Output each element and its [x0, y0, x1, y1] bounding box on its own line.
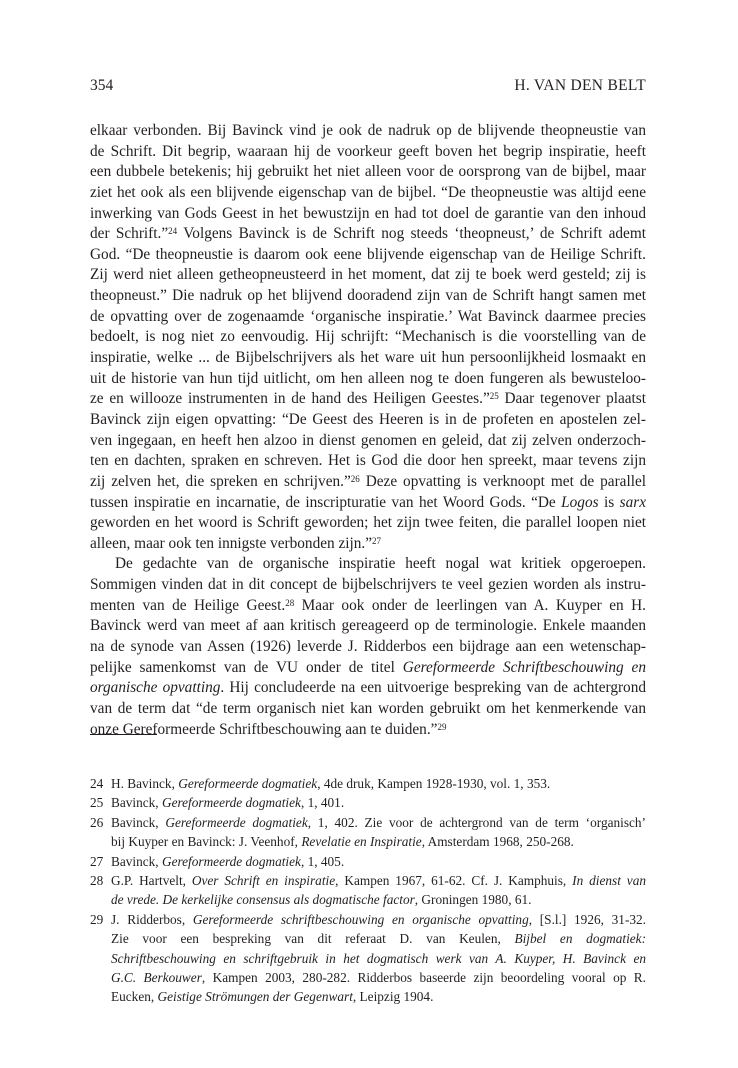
footnote-number: 29 — [90, 911, 104, 927]
footnote-ref-25[interactable]: 25 — [489, 391, 499, 402]
footnote-26: 26 Bavinck, Gereformeerde dogmatiek, 1, 402. Zie voor de achtergrond van de term ‘organisch’ bij Kuyper en Bavinck: J. Veenhof, Revelatie en Inspiratie, Amsterdam 1968, 250-268. — [90, 814, 646, 850]
text-line: De gedachte van de organische inspiratie heeft nogal wat kritiek opgeroepen. — [115, 555, 646, 573]
text-line: ze en willooze instrumenten in de hand des Heiligen Geestes.”$^{25}$ Daar tegenover plaatst — [90, 390, 646, 408]
text-line: tussen inspiratie en incarnatie, de inscripturatie van het Woord Gods. “De Logos is sarx — [90, 493, 646, 511]
footnote-number: 24 — [90, 776, 104, 791]
text-line: pelijke samenkomst van de VU onder de titel Gereformeerde Schriftbeschouwing en — [90, 658, 646, 676]
body-text — [90, 121, 646, 740]
footnote-ref-29[interactable]: 29 — [437, 721, 447, 732]
page-number: 354 — [90, 77, 114, 94]
footnote-ref-28[interactable]: 28 — [285, 597, 295, 608]
text-line: onze Gereformeerde Schriftbeschouwing aan te duiden.”$^{29}$ — [90, 720, 447, 738]
text-line: Zij werd niet alleen getheopneusteerd in het moment, dat zij te boek werd gesteld; zij is — [90, 266, 646, 284]
text-line: theopneust.” Die nadruk op het blijvend dooradend zijn van de Schrift hangt samen met — [90, 287, 646, 305]
text-line: ziet het ook als een blijvende eigenschap van de bijbel. “De theopneustie was altijd eene — [90, 183, 646, 201]
text-line: van de term dat “de term organisch niet kan worden gebruikt om het kenmerkende van — [90, 699, 646, 717]
footnote-28: 28 G.P. Hartvelt, Over Schrift en inspiratie, Kampen 1967, 61-62. Cf. J. Kamphuis, In dienst van de vrede. De kerkelijke consensus als dogmatische factor, Groningen 1980, 61. — [90, 872, 646, 908]
footnote-ref-26[interactable]: 26 — [350, 473, 360, 484]
footnote-ref-24[interactable]: 24 — [168, 226, 178, 237]
text-line: inspiratie, welke ... de Bijbelschrijvers als het ware uit hun persoonlijkheid losmaakt en — [90, 349, 646, 367]
text-line: Sommigen vinden dat in dit concept de bijbelschrijvers te veel gezien worden als instru- — [90, 576, 646, 594]
footnote-number: 28 — [90, 872, 104, 888]
footnote-29: 29 J. Ridderbos, Gereformeerde schriftbeschouwing en organische opvatting, [S.l.] 1926, 31-32. Zie voor een bespreking van dit referaat D. van Keulen, Bijbel en dogmatiek: Schriftbeschouwing en schriftgebruik in het dogmatisch werk van A. Kuyper, H. Bavinck en G.C. Berkouwer, Kampen 2003, 280-282. Ridderbos baseerde zijn beoordeling vooral op R. Eucken, Geistige Strömungen der Gegenwart, Leipzig 1904. — [90, 911, 646, 1005]
text-line: inwerking van Gods Geest in het bewustzijn en had tot doel de garantie van den inhoud — [90, 204, 646, 222]
text-line: na de synode van Assen (1926) leverde J. Ridderbos een bijdrage aan een wetenschap- — [90, 638, 646, 656]
text-line: uit de historie van hun tijd uitlicht, om hen alleen nog te doen fungeren als bewusteloo- — [90, 369, 646, 387]
footnote-separator — [90, 734, 157, 735]
text-line: geworden en het woord is Schrift geworden; het zijn twee feiten, die parallel loopen niet — [90, 514, 646, 532]
text-line: zij zelven het, die spreken en schrijven.”$^{26}$ Deze opvatting is verknoopt met de parallel — [90, 472, 646, 490]
text-line: de Schrift. Dit begrip, waaraan hij de voorkeur geeft boven het begrip inspiratie, heeft — [90, 142, 646, 160]
text-line: menten van de Heilige Geest.$^{28}$ Maar ook onder de leerlingen van A. Kuyper en H. — [90, 596, 646, 614]
text-line: ven ingegaan, en heeft hen alzoo in dienst genomen en geleid, dat zij zelven onderzoch- — [90, 431, 646, 449]
text-line: alleen, maar ook ten innigste verbonden zijn.”$^{27}$ — [90, 534, 382, 552]
footnotes — [90, 774, 646, 1007]
text-line: Bavinck werd van meet af aan kritisch gereageerd op de terminologie. Enkele maanden — [90, 617, 646, 635]
footnote-27: 27 Bavinck, Gereformeerde dogmatiek, 1, 405. — [90, 852, 646, 871]
footnote-number: 25 — [90, 795, 104, 811]
footnote-24: 24 H. Bavinck, Gereformeerde dogmatiek, 4de druk, Kampen 1928-1930, vol. 1, 353. — [90, 774, 646, 793]
text-line: bedoelt, is nog niet zo eenvoudig. Hij schrijft: “Mechanisch is die voorstelling van de — [90, 328, 646, 346]
text-line: elkaar verbonden. Bij Bavinck vind je ook de nadruk op de blijvende theopneustie van — [90, 122, 646, 139]
text-line: der Schrift.”$^{24}$ Volgens Bavinck is de Schrift nog steeds ‘theopneust,’ de Schrift ademt — [90, 225, 646, 243]
text-line: God. “De theopneustie is daarom ook eene blijvende eigenschap van de Heilige Schrift. — [90, 245, 646, 263]
footnote-ref-27[interactable]: 27 — [372, 535, 382, 546]
footnote-number: 27 — [90, 853, 104, 869]
running-head-author: H. VAN DEN BELT — [514, 77, 646, 94]
text-line: Bavinck zijn eigen opvatting: “De Geest des Heeren is in de profeten en apostelen zel- — [90, 410, 646, 428]
footnote-number: 26 — [90, 814, 104, 830]
text-line: de opvatting over de zogenaamde ‘organische inspiratie.’ Wat Bavinck daarmee precies — [90, 307, 646, 325]
text-line: organische opvatting. Hij concludeerde na een uitvoerige bespreking van de achtergrond — [90, 679, 646, 697]
text-line: ten en dachten, spraken en schreven. Het is God die door hen spreekt, maar tevens zijn — [90, 452, 646, 470]
footnote-25: 25 Bavinck, Gereformeerde dogmatiek, 1, 401. — [90, 793, 646, 812]
text-line: een dubbele betekenis; hij gebruikt het niet alleen voor de oorsprong van de bijbel, maar — [90, 163, 646, 181]
